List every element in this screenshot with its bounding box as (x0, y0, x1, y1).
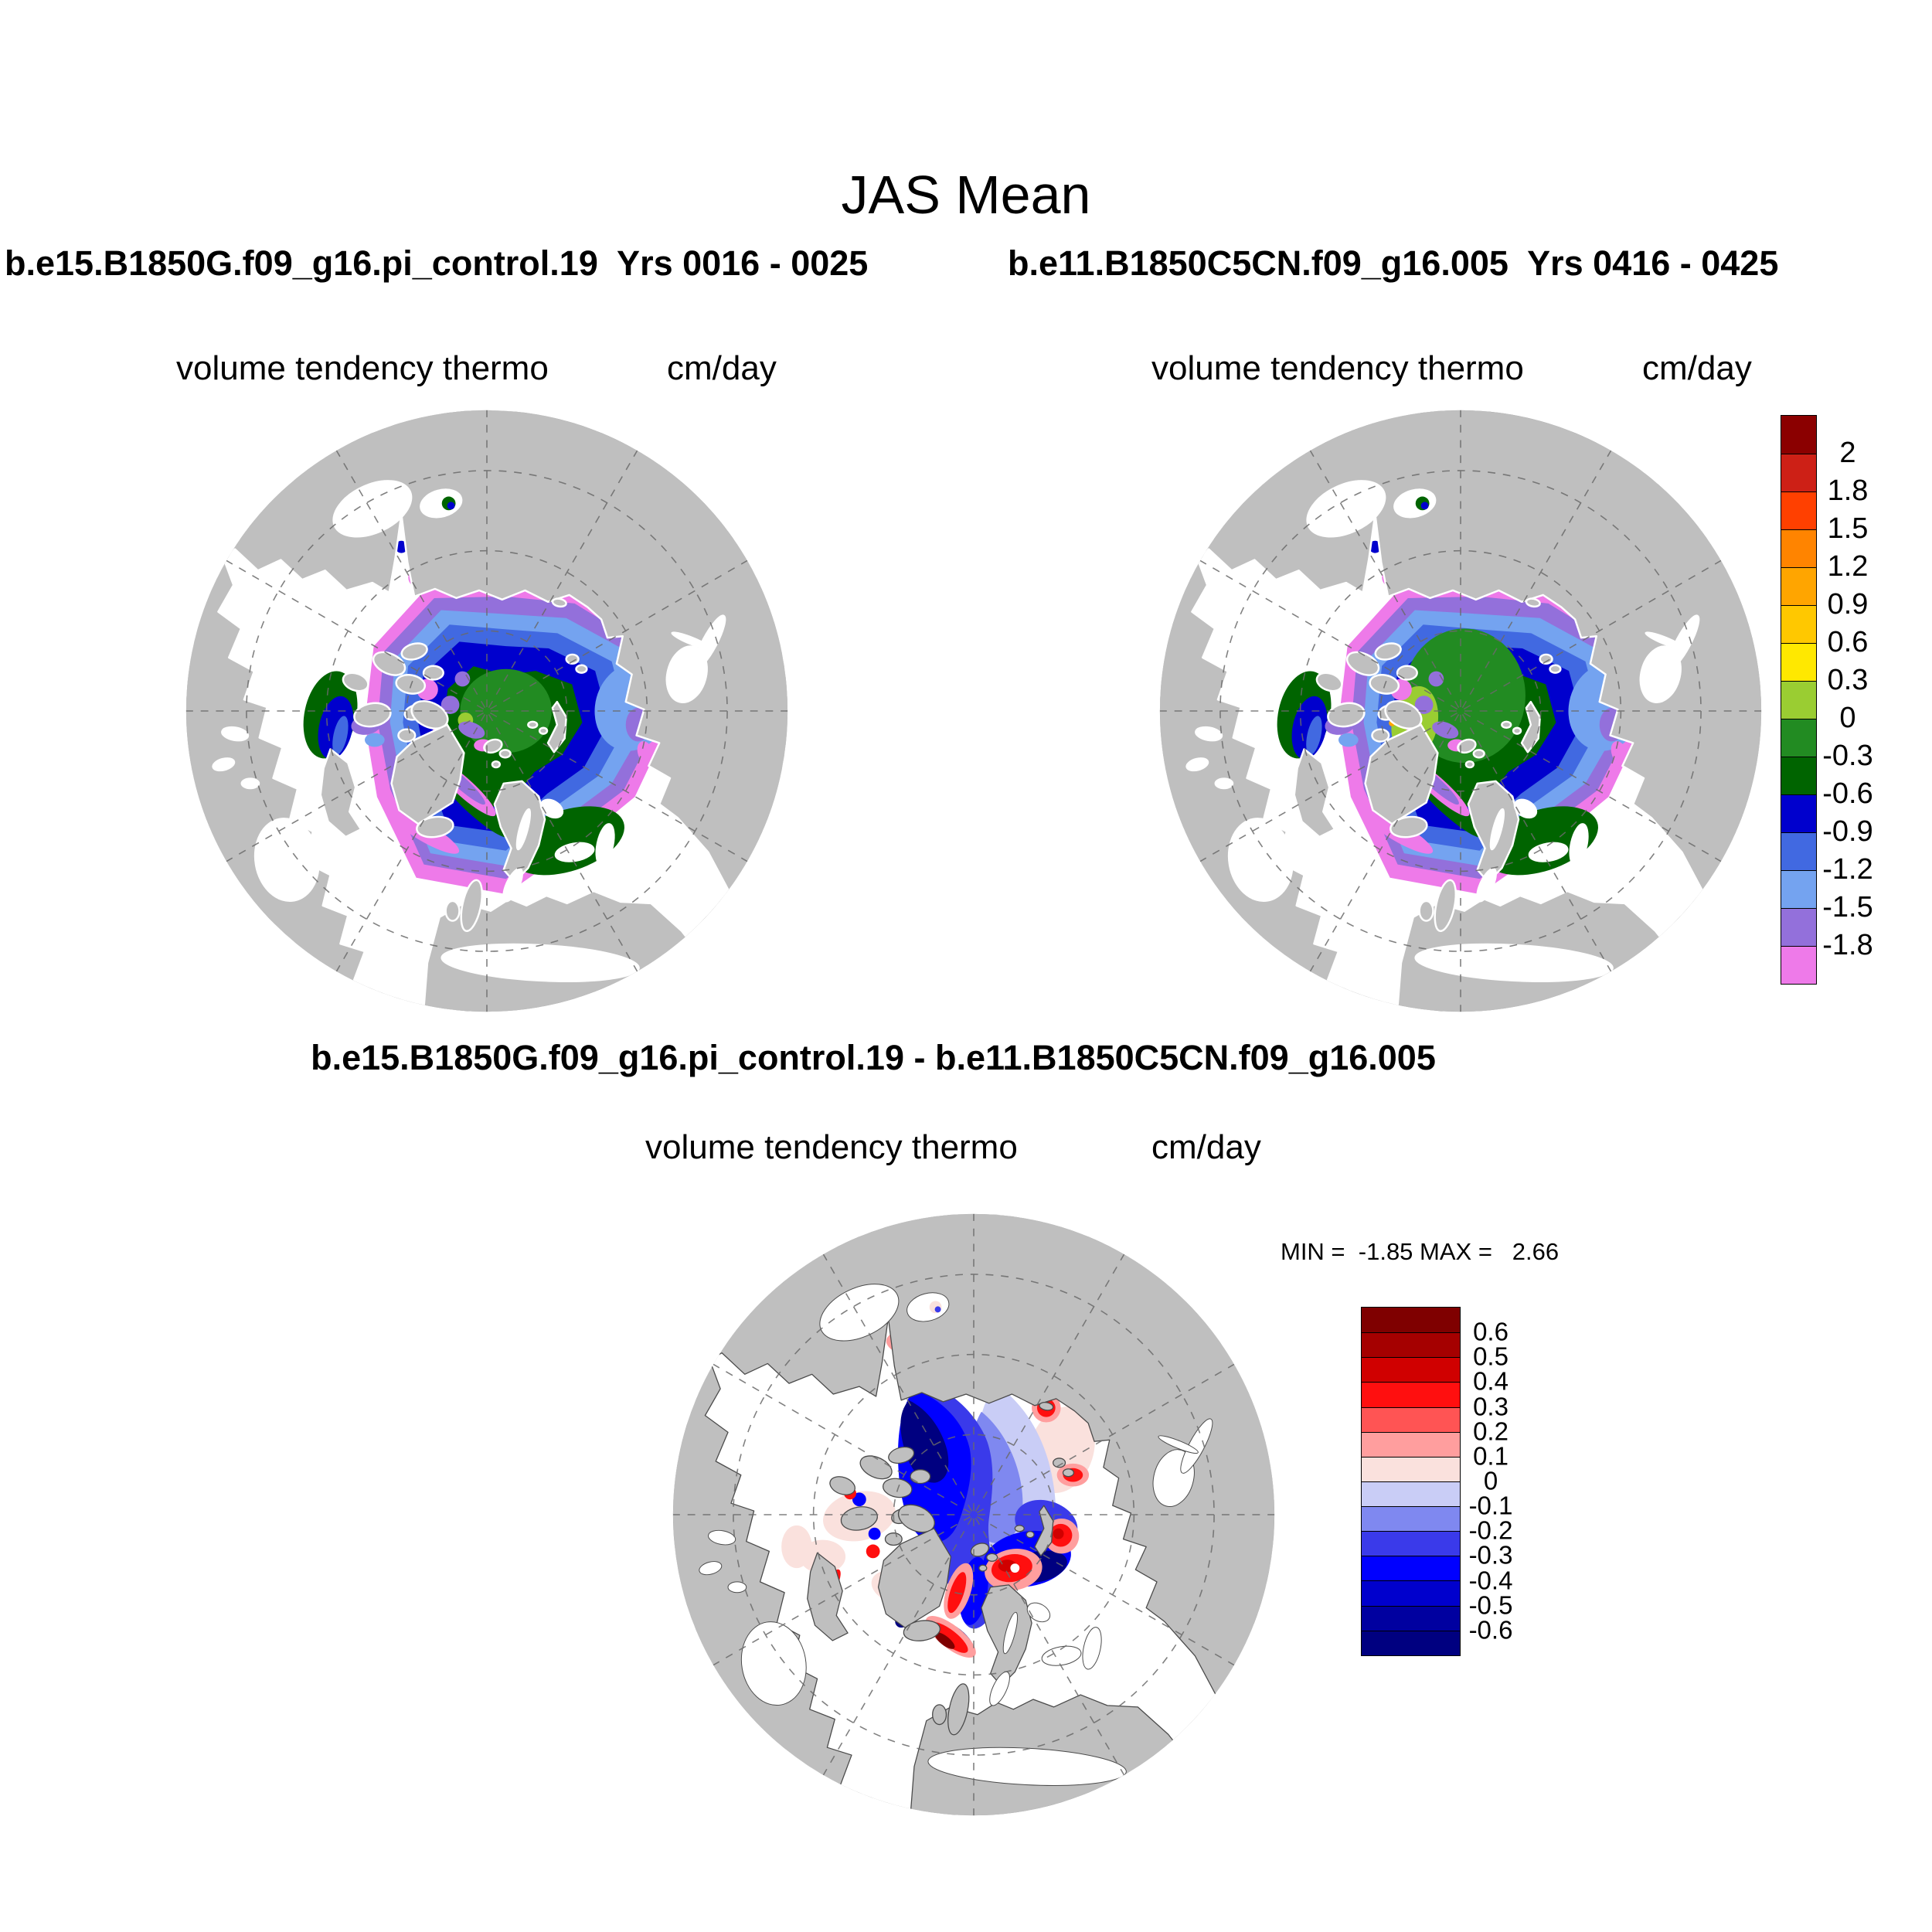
panel-left-units-label: cm/day (667, 349, 777, 387)
panel-right-variable-label: volume tendency thermo (1151, 349, 1524, 387)
diff-min-max-stats: MIN = -1.85 MAX = 2.66 (1281, 1238, 1560, 1265)
panel-right-units-label: cm/day (1642, 349, 1752, 387)
figure: JAS Mean b.e15.B1850G.f09_g16.pi_control.19 Yrs 0016 - 0025 b.e11.B1850C5CN.f09_g16.005 Yrs 0416 - 0425 volume tendency thermo cm/day volume tendency thermo cm/day b.e15.B1850G.f09_g16.pi_control.19 - b.e11.B1850C5CN.f09_g16.005 volume tendency thermo cm/day MIN = -1.85 MAX = 2.66 2 1.8 1.5 1.2 0.9 0.6 0.3 0 -0.3 -0.6 -0.9 -1.2 -1.5 -1.8 0.6 0.5 0.4 0.3 0.2 0.1 0 -0.1 -0.2 -0.3 -0.4 -0.5 -0.6 (0, 0, 1932, 1932)
diff-panel-title: b.e15.B1850G.f09_g16.pi_control.19 - b.e11.B1850C5CN.f09_g16.005 (311, 1038, 1436, 1077)
okhotsk-ice-speck (442, 497, 456, 511)
diff-panel-variable-label: volume tendency thermo (645, 1128, 1018, 1166)
map-panel-difference (668, 1209, 1279, 1820)
map-panel-case1 (182, 406, 792, 1016)
okhotsk-ice-speck (1416, 497, 1430, 511)
case-label-left: b.e15.B1850G.f09_g16.pi_control.19 Yrs 0016 - 0025 (5, 243, 869, 283)
case-label-right: b.e11.B1850C5CN.f09_g16.005 Yrs 0416 - 0425 (1008, 243, 1779, 283)
colorbar-diff-swatches (1361, 1307, 1461, 1656)
colorbar-main-swatches (1781, 415, 1817, 985)
panel-left-variable-label: volume tendency thermo (176, 349, 549, 387)
page-title: JAS Mean (841, 165, 1091, 225)
map-panel-case2 (1155, 406, 1766, 1016)
okhotsk-ice-speck (930, 1301, 942, 1314)
diff-panel-units-label: cm/day (1151, 1128, 1261, 1166)
